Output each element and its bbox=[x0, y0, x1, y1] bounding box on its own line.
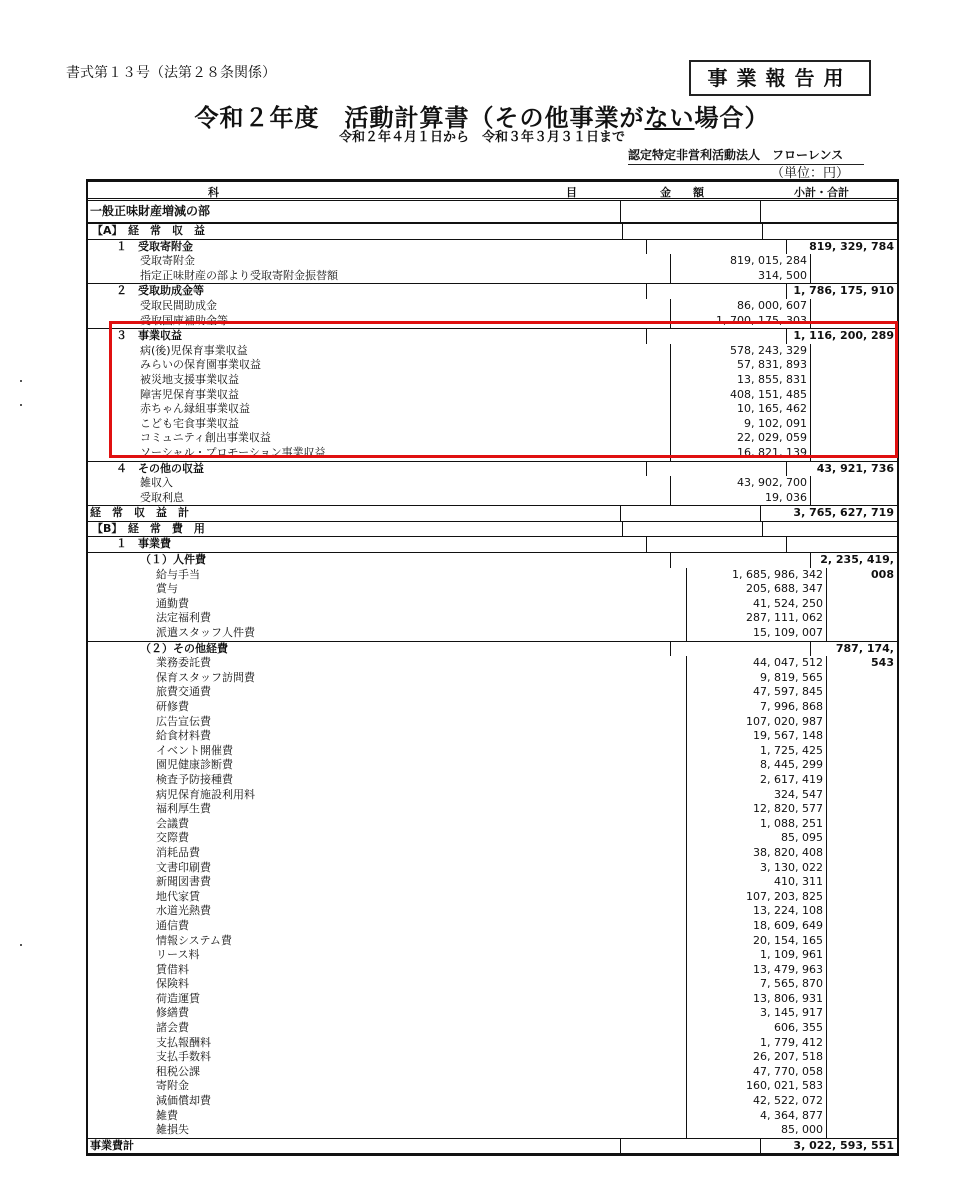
title-end: 場合） bbox=[694, 104, 770, 132]
row-amount: 408, 151, 485 bbox=[670, 388, 810, 403]
row-subtotal bbox=[826, 700, 897, 715]
row-label: （１）人件費 bbox=[140, 553, 206, 567]
row-label: 消耗品費 bbox=[156, 845, 200, 859]
row-label: コミュニティ創出事業収益 bbox=[140, 431, 271, 445]
row-amount: 13, 479, 963 bbox=[686, 963, 826, 978]
row-label: 雑損失 bbox=[156, 1123, 189, 1137]
table-row bbox=[88, 773, 897, 788]
row-subtotal bbox=[810, 269, 897, 284]
row-subtotal bbox=[826, 831, 897, 846]
row-subtotal bbox=[826, 1123, 897, 1138]
row-subtotal bbox=[810, 417, 897, 432]
scan-mark bbox=[20, 404, 22, 406]
row-amount: 9, 102, 091 bbox=[670, 417, 810, 432]
row-amount: 16, 821, 139 bbox=[670, 446, 810, 461]
table-row bbox=[88, 1109, 897, 1124]
row-label: 賞与 bbox=[156, 582, 178, 596]
row-amount: 19, 567, 148 bbox=[686, 729, 826, 744]
row-label: 支払手数料 bbox=[156, 1050, 211, 1064]
table-row bbox=[88, 1006, 897, 1021]
row-subtotal bbox=[810, 402, 897, 417]
table-row bbox=[88, 963, 897, 978]
row-subtotal: 1, 116, 200, 289 bbox=[786, 329, 897, 344]
row-subtotal bbox=[826, 744, 897, 759]
row-amount: 9, 819, 565 bbox=[686, 671, 826, 686]
row-label: 支払報酬料 bbox=[156, 1035, 211, 1049]
table-row bbox=[88, 1094, 897, 1109]
table-row bbox=[88, 344, 897, 359]
row-subtotal bbox=[826, 875, 897, 890]
row-label: 荷造運賃 bbox=[156, 991, 200, 1005]
unit-label: （単位：円） bbox=[771, 166, 850, 181]
row-subtotal bbox=[810, 299, 897, 314]
table-row bbox=[88, 977, 897, 992]
table-row bbox=[88, 992, 897, 1007]
header-kamoku: 科 bbox=[208, 186, 219, 199]
row-amount: 1, 685, 986, 342 bbox=[686, 568, 826, 583]
row-amount bbox=[646, 462, 786, 477]
row-label: 【B】 経 常 費 用 bbox=[92, 521, 205, 535]
row-label: 受取国庫補助金等 bbox=[140, 313, 228, 327]
row-amount bbox=[646, 284, 786, 299]
row-subtotal bbox=[826, 715, 897, 730]
row-subtotal: 787, 174, 543 bbox=[810, 642, 897, 657]
table-row bbox=[88, 476, 897, 491]
row-label: 通信費 bbox=[156, 918, 189, 932]
header-moku: 目 bbox=[566, 186, 577, 199]
row-amount bbox=[646, 240, 786, 255]
title-underlined: ない bbox=[644, 104, 695, 132]
table-row bbox=[88, 831, 897, 846]
table-row bbox=[88, 890, 897, 905]
row-label: 新聞図書費 bbox=[156, 875, 211, 889]
row-subtotal bbox=[826, 1036, 897, 1051]
row-label: イベント開催費 bbox=[156, 743, 233, 757]
row-label: （２）その他経費 bbox=[140, 641, 228, 655]
row-label: 保育スタッフ訪問費 bbox=[156, 670, 255, 684]
row-amount: 12, 820, 577 bbox=[686, 802, 826, 817]
table-row bbox=[88, 314, 897, 329]
row-amount: 15, 109, 007 bbox=[686, 626, 826, 641]
table-row bbox=[88, 758, 897, 773]
table-row bbox=[88, 491, 897, 506]
row-amount: 38, 820, 408 bbox=[686, 846, 826, 861]
row-label: 賃借料 bbox=[156, 962, 189, 976]
row-label: ソーシャル・プロモーション事業収益 bbox=[140, 445, 326, 459]
row-label: 派遣スタッフ人件費 bbox=[156, 626, 255, 640]
row-amount: 8, 445, 299 bbox=[686, 758, 826, 773]
organization-name: 認定特定非営利活動法人 フローレンス bbox=[628, 146, 864, 165]
row-subtotal bbox=[826, 758, 897, 773]
row-label: 文書印刷費 bbox=[156, 860, 211, 874]
row-label: 指定正味財産の部より受取寄附金振替額 bbox=[140, 268, 338, 282]
row-subtotal bbox=[826, 817, 897, 832]
row-subtotal bbox=[826, 611, 897, 626]
row-subtotal bbox=[826, 597, 897, 612]
row-amount: 4, 364, 877 bbox=[686, 1109, 826, 1124]
row-amount bbox=[670, 642, 810, 657]
row-label: リース料 bbox=[156, 948, 200, 962]
header-subtotal: 小計・合計 bbox=[794, 186, 849, 199]
row-subtotal bbox=[826, 671, 897, 686]
table-row bbox=[88, 626, 897, 641]
row-amount: 85, 095 bbox=[686, 831, 826, 846]
row-label: 【A】 経 常 収 益 bbox=[92, 224, 206, 237]
table-row bbox=[88, 239, 897, 255]
row-subtotal: 43, 921, 736 bbox=[786, 462, 897, 477]
table-row bbox=[88, 861, 897, 876]
row-label: 雑収入 bbox=[140, 476, 173, 490]
row-amount: 20, 154, 165 bbox=[686, 934, 826, 949]
row-label: 会議費 bbox=[156, 816, 189, 830]
row-amount: 7, 996, 868 bbox=[686, 700, 826, 715]
row-amount: 107, 203, 825 bbox=[686, 890, 826, 905]
row-amount: 205, 688, 347 bbox=[686, 582, 826, 597]
row-amount: 22, 029, 059 bbox=[670, 431, 810, 446]
row-amount bbox=[646, 329, 786, 344]
row-label: 業務委託費 bbox=[156, 656, 211, 670]
section-title: 一般正味財産増減の部 bbox=[90, 204, 211, 218]
table-row bbox=[88, 919, 897, 934]
table-row bbox=[88, 328, 897, 344]
row-label: 租税公課 bbox=[156, 1064, 200, 1078]
table-row bbox=[88, 254, 897, 269]
row-label: 給与手当 bbox=[156, 567, 200, 581]
row-subtotal: 3, 765, 627, 719 bbox=[760, 506, 897, 521]
row-subtotal bbox=[810, 344, 897, 359]
row-subtotal bbox=[826, 846, 897, 861]
table-row bbox=[88, 431, 897, 446]
row-label: 諸会費 bbox=[156, 1021, 189, 1035]
row-subtotal bbox=[826, 919, 897, 934]
row-amount bbox=[646, 537, 786, 552]
row-amount: 2, 617, 419 bbox=[686, 773, 826, 788]
row-label: 研修費 bbox=[156, 700, 189, 713]
row-label: ２ 受取助成金等 bbox=[116, 284, 204, 298]
row-label: 事業費計 bbox=[90, 1138, 134, 1152]
row-label: 法定福利費 bbox=[156, 611, 211, 625]
row-amount: 26, 207, 518 bbox=[686, 1050, 826, 1065]
table-row bbox=[88, 505, 897, 521]
row-amount: 41, 524, 250 bbox=[686, 597, 826, 612]
row-amount: 1, 779, 412 bbox=[686, 1036, 826, 1051]
row-amount: 13, 806, 931 bbox=[686, 992, 826, 1007]
row-subtotal bbox=[826, 685, 897, 700]
report-label-box: 事業報告用 bbox=[689, 60, 871, 96]
table-row bbox=[88, 1050, 897, 1065]
row-label: 受取利息 bbox=[140, 490, 184, 504]
row-label: 検査予防接種費 bbox=[156, 772, 233, 786]
row-subtotal bbox=[826, 1050, 897, 1065]
row-label: 経 常 収 益 計 bbox=[90, 506, 189, 520]
row-label: 赤ちゃん縁組事業収益 bbox=[140, 402, 250, 416]
activity-statement-table bbox=[86, 179, 899, 1156]
row-label: 病児保育施設利用料 bbox=[156, 787, 255, 801]
table-row bbox=[88, 283, 897, 299]
row-label: 給食材料費 bbox=[156, 729, 211, 743]
row-label: 水道光熱費 bbox=[156, 904, 211, 918]
row-label: １ 受取寄附金 bbox=[116, 239, 193, 253]
row-label: ４ その他の収益 bbox=[116, 461, 204, 475]
table-row bbox=[88, 611, 897, 626]
row-label: 受取民間助成金 bbox=[140, 298, 217, 312]
table-row bbox=[88, 729, 897, 744]
row-label: 障害児保育事業収益 bbox=[140, 387, 239, 401]
row-subtotal bbox=[810, 254, 897, 269]
table-row bbox=[88, 1036, 897, 1051]
table-row bbox=[88, 568, 897, 583]
table-row bbox=[88, 802, 897, 817]
row-subtotal bbox=[826, 729, 897, 744]
row-subtotal: 3, 022, 593, 551 bbox=[760, 1139, 897, 1154]
row-amount: 43, 902, 700 bbox=[670, 476, 810, 491]
table-row bbox=[88, 846, 897, 861]
row-label: 病(後)児保育事業収益 bbox=[140, 343, 248, 357]
row-subtotal bbox=[786, 537, 897, 552]
table-row bbox=[88, 582, 897, 597]
row-amount: 578, 243, 329 bbox=[670, 344, 810, 359]
row-subtotal bbox=[826, 977, 897, 992]
row-amount bbox=[620, 506, 760, 521]
row-subtotal bbox=[826, 656, 897, 671]
row-label: 通勤費 bbox=[156, 596, 189, 610]
table-row bbox=[88, 744, 897, 759]
row-label: 修繕費 bbox=[156, 1006, 189, 1020]
table-row bbox=[88, 1138, 897, 1154]
row-label: 寄附金 bbox=[156, 1079, 189, 1093]
table-row bbox=[88, 536, 897, 552]
row-subtotal bbox=[826, 904, 897, 919]
table-row bbox=[88, 1021, 897, 1036]
row-subtotal bbox=[810, 314, 897, 329]
row-amount: 160, 021, 583 bbox=[686, 1079, 826, 1094]
row-subtotal bbox=[826, 1094, 897, 1109]
row-label: 福利厚生費 bbox=[156, 802, 211, 816]
fiscal-period: 令和２年４月１日から 令和３年３月３１日まで bbox=[338, 130, 625, 145]
table-row bbox=[88, 875, 897, 890]
statement-rows bbox=[88, 223, 897, 1153]
header-amount: 金 額 bbox=[660, 186, 704, 199]
row-subtotal bbox=[826, 802, 897, 817]
table-row bbox=[88, 597, 897, 612]
row-label: こども宅食事業収益 bbox=[140, 416, 239, 430]
row-subtotal bbox=[810, 431, 897, 446]
row-subtotal bbox=[810, 388, 897, 403]
row-label: １ 事業費 bbox=[116, 537, 171, 551]
row-label: 受取寄附金 bbox=[140, 254, 195, 268]
row-amount bbox=[622, 224, 762, 239]
table-row bbox=[88, 417, 897, 432]
table-row bbox=[88, 1123, 897, 1138]
row-amount: 47, 597, 845 bbox=[686, 685, 826, 700]
row-subtotal bbox=[762, 522, 897, 537]
row-label: 雑費 bbox=[156, 1108, 178, 1122]
table-row bbox=[88, 788, 897, 803]
table-row bbox=[88, 521, 897, 537]
row-subtotal bbox=[826, 934, 897, 949]
row-amount: 13, 855, 831 bbox=[670, 373, 810, 388]
row-amount: 287, 111, 062 bbox=[686, 611, 826, 626]
row-subtotal bbox=[810, 446, 897, 461]
row-amount: 13, 224, 108 bbox=[686, 904, 826, 919]
row-amount: 7, 565, 870 bbox=[686, 977, 826, 992]
row-label: 旅費交通費 bbox=[156, 685, 211, 699]
row-subtotal bbox=[810, 373, 897, 388]
row-subtotal bbox=[810, 476, 897, 491]
row-subtotal bbox=[826, 1006, 897, 1021]
row-subtotal bbox=[826, 861, 897, 876]
row-amount bbox=[620, 1139, 760, 1154]
row-subtotal bbox=[826, 773, 897, 788]
row-amount: 606, 355 bbox=[686, 1021, 826, 1036]
row-label: 減価償却費 bbox=[156, 1094, 211, 1108]
row-amount: 107, 020, 987 bbox=[686, 715, 826, 730]
row-amount: 819, 015, 284 bbox=[670, 254, 810, 269]
table-row bbox=[88, 700, 897, 715]
row-amount: 3, 145, 917 bbox=[686, 1006, 826, 1021]
row-subtotal: 2, 235, 419, 008 bbox=[810, 553, 897, 568]
row-amount: 42, 522, 072 bbox=[686, 1094, 826, 1109]
table-row bbox=[88, 388, 897, 403]
row-subtotal bbox=[762, 224, 897, 239]
row-subtotal bbox=[826, 890, 897, 905]
row-amount: 10, 165, 462 bbox=[670, 402, 810, 417]
row-amount: 86, 000, 607 bbox=[670, 299, 810, 314]
table-row bbox=[88, 461, 897, 477]
row-subtotal bbox=[826, 1109, 897, 1124]
row-subtotal bbox=[826, 963, 897, 978]
row-label: 園児健康診断費 bbox=[156, 758, 233, 772]
table-row bbox=[88, 223, 897, 239]
row-subtotal bbox=[826, 992, 897, 1007]
row-subtotal: 819, 329, 784 bbox=[786, 240, 897, 255]
row-subtotal bbox=[826, 582, 897, 597]
row-amount: 324, 547 bbox=[686, 788, 826, 803]
row-amount: 314, 500 bbox=[670, 269, 810, 284]
table-row bbox=[88, 373, 897, 388]
row-label: 交際費 bbox=[156, 831, 189, 845]
table-row bbox=[88, 446, 897, 461]
row-amount bbox=[622, 522, 762, 537]
row-label: 保険料 bbox=[156, 977, 189, 991]
section-title-row bbox=[88, 201, 897, 223]
table-row bbox=[88, 715, 897, 730]
row-subtotal bbox=[826, 948, 897, 963]
table-row bbox=[88, 948, 897, 963]
table-row bbox=[88, 934, 897, 949]
table-row bbox=[88, 269, 897, 284]
table-row bbox=[88, 685, 897, 700]
table-row bbox=[88, 358, 897, 373]
title-main: 令和２年度 活動計算書（その他事業が bbox=[194, 104, 645, 132]
scan-mark bbox=[20, 944, 22, 946]
scan-mark bbox=[20, 380, 22, 382]
row-subtotal bbox=[810, 358, 897, 373]
form-number: 書式第１３号（法第２８条関係） bbox=[66, 65, 276, 81]
row-subtotal bbox=[826, 626, 897, 641]
table-header bbox=[88, 182, 897, 201]
row-subtotal bbox=[826, 1021, 897, 1036]
row-label: ３ 事業収益 bbox=[116, 329, 182, 343]
row-label: 広告宣伝費 bbox=[156, 714, 211, 728]
amount-cell bbox=[620, 201, 760, 222]
row-amount: 44, 047, 512 bbox=[686, 656, 826, 671]
row-subtotal bbox=[826, 1079, 897, 1094]
table-row bbox=[88, 671, 897, 686]
row-subtotal bbox=[826, 1065, 897, 1080]
table-row bbox=[88, 1065, 897, 1080]
row-amount bbox=[670, 553, 810, 568]
row-subtotal bbox=[810, 491, 897, 506]
row-label: 情報システム費 bbox=[156, 933, 232, 947]
row-amount: 410, 311 bbox=[686, 875, 826, 890]
table-row bbox=[88, 904, 897, 919]
row-amount: 1, 088, 251 bbox=[686, 817, 826, 832]
table-row bbox=[88, 1079, 897, 1094]
row-subtotal bbox=[826, 568, 897, 583]
row-amount: 3, 130, 022 bbox=[686, 861, 826, 876]
table-row bbox=[88, 402, 897, 417]
row-amount: 47, 770, 058 bbox=[686, 1065, 826, 1080]
row-amount: 85, 000 bbox=[686, 1123, 826, 1138]
row-subtotal: 1, 786, 175, 910 bbox=[786, 284, 897, 299]
row-amount: 57, 831, 893 bbox=[670, 358, 810, 373]
row-amount: 19, 036 bbox=[670, 491, 810, 506]
row-amount: 1, 725, 425 bbox=[686, 744, 826, 759]
subtotal-cell bbox=[760, 201, 897, 222]
row-label: 被災地支援事業収益 bbox=[140, 372, 239, 386]
row-amount: 1, 700, 175, 303 bbox=[670, 314, 810, 329]
table-row bbox=[88, 656, 897, 671]
row-amount: 1, 109, 961 bbox=[686, 948, 826, 963]
table-row bbox=[88, 299, 897, 314]
table-row bbox=[88, 817, 897, 832]
row-subtotal bbox=[826, 788, 897, 803]
row-label: 地代家賃 bbox=[156, 889, 200, 903]
row-amount: 18, 609, 649 bbox=[686, 919, 826, 934]
row-label: みらいの保育園事業収益 bbox=[140, 358, 261, 372]
